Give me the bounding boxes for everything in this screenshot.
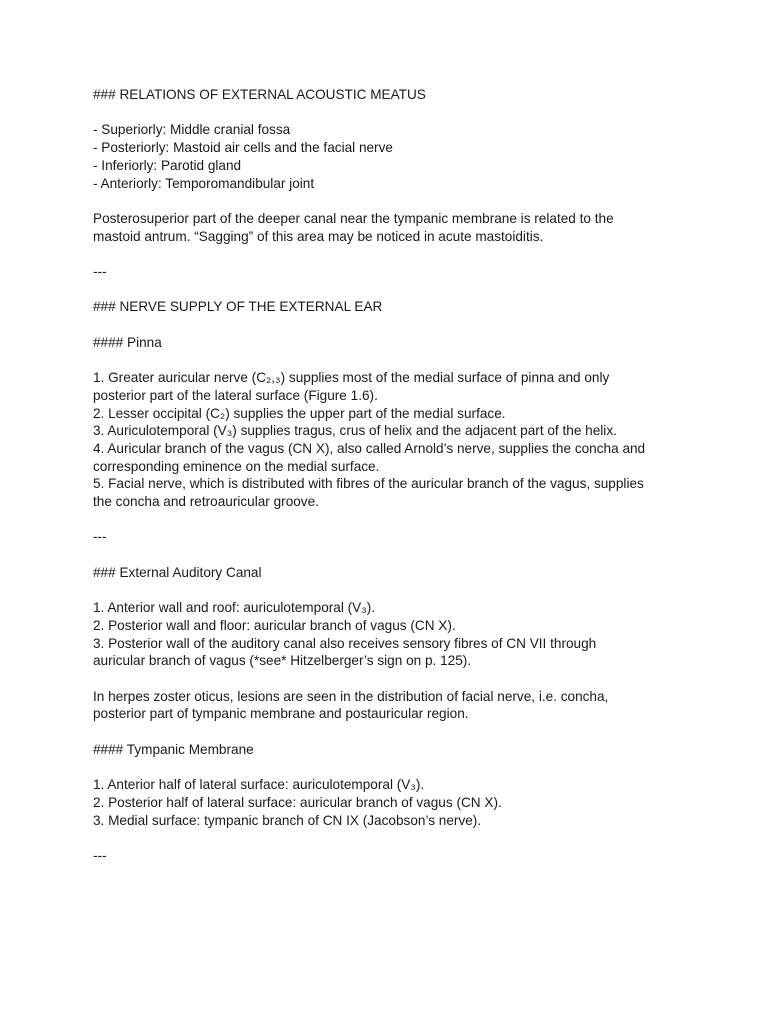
block-spacer <box>93 316 683 334</box>
block-spacer <box>93 759 683 777</box>
list-line: 2. Posterior half of lateral surface: auricular branch of vagus (CN X). <box>93 794 502 810</box>
block-spacer <box>93 723 683 741</box>
heading-relations <box>93 86 683 104</box>
list-line: 2. Posterior wall and floor: auricular branch of vagus (CN X). <box>93 617 456 633</box>
list-line: 1. Anterior half of lateral surface: auriculotemporal (V₃). <box>93 777 425 793</box>
list-line: auricular branch of vagus (*see* Hitzelberger’s sign on p. 125). <box>93 653 472 669</box>
list-line: 3. Auriculotemporal (V₃) supplies tragus, crus of helix and the adjacent part of the helix. <box>93 423 617 439</box>
list-line: 3. Medial surface: tympanic branch of CN IX (Jacobson’s nerve). <box>93 812 482 828</box>
block-spacer <box>93 546 683 564</box>
list-line: 5. Facial nerve, which is distributed with fibres of the auricular branch of the vagus, supplies <box>93 476 644 492</box>
divider-3 <box>93 847 683 865</box>
block-spacer <box>93 670 683 688</box>
block-spacer <box>93 582 683 600</box>
heading-line: ### NERVE SUPPLY OF THE EXTERNAL EAR <box>93 299 383 315</box>
list-line: corresponding eminence on the medial surface. <box>93 458 380 474</box>
divider-1 <box>93 263 683 281</box>
divider-line: --- <box>93 529 107 545</box>
heading-line: #### Tympanic Membrane <box>93 741 254 757</box>
block-spacer <box>93 351 683 369</box>
paragraph-line: posterior part of tympanic membrane and postauricular region. <box>93 706 469 722</box>
heading-line: ### External Auditory Canal <box>93 564 262 580</box>
list-line: posterior part of the lateral surface (Figure 1.6). <box>93 387 378 403</box>
heading-pinna <box>93 334 683 352</box>
block-spacer <box>93 829 683 847</box>
paragraph-line: mastoid antrum. “Sagging” of this area may be noticed in acute mastoiditis. <box>93 228 544 244</box>
heading-nerve-supply <box>93 298 683 316</box>
list-line: - Superiorly: Middle cranial fossa <box>93 122 291 138</box>
relations-list <box>93 121 683 192</box>
block-spacer <box>93 104 683 122</box>
list-line: 3. Posterior wall of the auditory canal also receives sensory fibres of CN VII through <box>93 635 597 651</box>
canal-list <box>93 599 683 670</box>
list-line: 4. Auricular branch of the vagus (CN X), also called Arnold’s nerve, supplies the concha and <box>93 440 646 456</box>
heading-external-auditory-canal <box>93 564 683 582</box>
document-page <box>93 86 683 865</box>
heading-line: ### RELATIONS OF EXTERNAL ACOUSTIC MEATUS <box>93 87 426 102</box>
paragraph-line: In herpes zoster oticus, lesions are seen in the distribution of facial nerve, i.e. concha, <box>93 688 609 704</box>
list-line: 2. Lesser occipital (C₂) supplies the upper part of the medial surface. <box>93 405 506 421</box>
list-line: the concha and retroauricular groove. <box>93 494 319 510</box>
block-spacer <box>93 192 683 210</box>
list-line: - Posteriorly: Mastoid air cells and the facial nerve <box>93 140 393 156</box>
divider-2 <box>93 528 683 546</box>
heading-line: #### Pinna <box>93 334 162 350</box>
list-line: 1. Greater auricular nerve (C₂,₃) supplies most of the medial surface of pinna and only <box>93 370 610 386</box>
divider-line: --- <box>93 263 107 279</box>
paragraph-herpes-zoster <box>93 688 683 723</box>
list-line: - Inferiorly: Parotid gland <box>93 157 242 173</box>
block-spacer <box>93 511 683 529</box>
block-spacer <box>93 281 683 299</box>
list-line: - Anteriorly: Temporomandibular joint <box>93 175 315 191</box>
tympanic-list <box>93 776 683 829</box>
pinna-list <box>93 369 683 511</box>
paragraph-line: Posterosuperior part of the deeper canal near the tympanic membrane is related to the <box>93 210 614 226</box>
paragraph-posterosuperior <box>93 210 683 245</box>
list-line: 1. Anterior wall and roof: auriculotemporal (V₃). <box>93 600 376 616</box>
block-spacer <box>93 245 683 263</box>
divider-line: --- <box>93 848 107 864</box>
heading-tympanic-membrane <box>93 741 683 759</box>
